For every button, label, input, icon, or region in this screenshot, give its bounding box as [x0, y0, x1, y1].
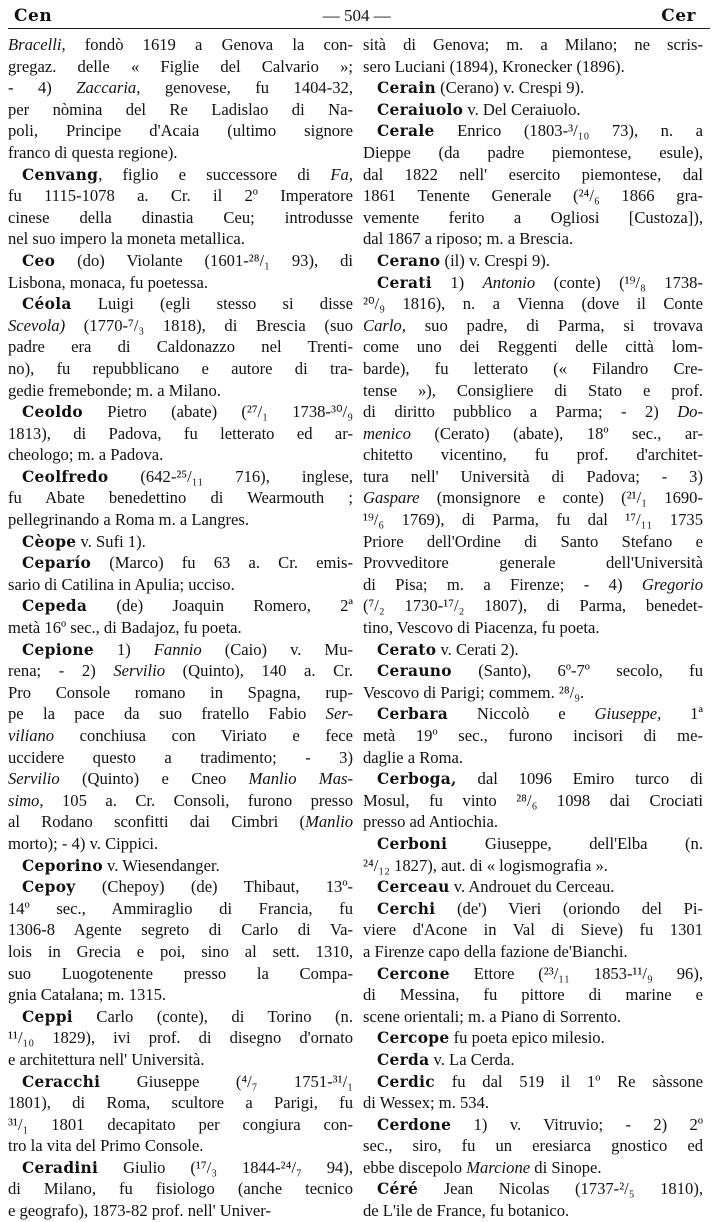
line-text: pe la pace da suo fratello Fabio [8, 704, 326, 724]
text-line [363, 358, 703, 380]
line-text: 1) v. Vitruvio; - 2) 2º [451, 1114, 703, 1134]
entry-headword: Cerato [377, 640, 437, 659]
line-text: conchiusa con Viriato e fece [54, 726, 353, 745]
text-line [363, 444, 703, 466]
line-text: sec., siro, fu un eresiarca gnostico ed [363, 1136, 703, 1156]
line-text: viere d'Acone in Val di Sieve) fu 1301 [363, 920, 703, 940]
text-line [363, 1092, 703, 1114]
italic-text: Servilio [113, 661, 165, 681]
line-text: al Rodano sconfitti dai Cimbri ( [8, 812, 306, 832]
line-text: Enrico (1803-³/₁₀ 73), n. a [434, 121, 703, 141]
line-text: (Quinto) e Cneo [59, 769, 249, 789]
line-text: uccidere questo a tradimento; - 3) [8, 747, 353, 767]
text-line [8, 487, 353, 509]
entry-first-line [363, 768, 703, 790]
text-line [363, 380, 703, 402]
text-line [8, 509, 353, 531]
text-line [363, 164, 703, 186]
entry-headword: Cerdone [377, 1115, 452, 1134]
line-text: (642-²⁵/₁₁ 716), inglese, [108, 466, 353, 486]
line-text: di Pisa; m. a Firenze; - 4) [363, 574, 642, 594]
text-line [363, 185, 703, 207]
entry-first-line [363, 898, 703, 920]
text-line [8, 617, 353, 639]
line-text: barde), fu letterato (« Filandro Cre- [363, 358, 703, 378]
line-text: fu 1115-1078 a. Cr. il 2º Imperatore [8, 186, 353, 206]
entry-first-line [8, 1157, 353, 1179]
text-line [363, 56, 703, 78]
line-text: (Caio) v. Mu- [201, 639, 353, 659]
text-line [363, 207, 703, 229]
line-text: pellegrinando a Roma m. a Langres. [8, 510, 249, 530]
line-text: Luigi (egli stesso si disse [71, 294, 353, 314]
line-text: (do) Violante (1601-²⁸/₁ 93), di [55, 250, 353, 270]
line-text: ²⁰/₉ 1816), n. a Vienna (dove il Conte [363, 294, 703, 314]
text-line [363, 293, 703, 315]
page-header [8, 6, 710, 29]
line-text: di Wessex; m. 534. [363, 1093, 490, 1113]
line-text: 1ª [661, 704, 703, 724]
text-line [8, 1027, 353, 1049]
text-line [8, 941, 353, 963]
text-line [363, 747, 703, 769]
line-text: vemente ferito a Ogliosi [Custoza]), [363, 207, 703, 227]
entry-headword: Ceolfredo [22, 467, 109, 486]
entry-first-line [8, 466, 353, 488]
line-text: 1306-8 Agente segreto di Carlo di Va- [8, 920, 353, 940]
line-text: (1770-⁷/₃ 1818), di Brescia (suo [65, 315, 353, 335]
text-line [363, 617, 703, 639]
text-line [8, 1049, 353, 1071]
line-text: Dieppe (da padre piemontese, esule), [363, 142, 703, 162]
text-line [8, 790, 353, 812]
entry-first-line [363, 1071, 703, 1093]
italic-text: Carlo, [363, 315, 406, 335]
text-line [363, 336, 703, 358]
entry-headword: Cercone [377, 964, 450, 983]
line-text: daglie a Roma. [363, 747, 463, 767]
line-text: v. Del Ceraiuolo. [463, 99, 581, 119]
text-line [8, 1135, 353, 1157]
entry-headword: Ceporino [22, 856, 103, 875]
entry-headword: Cerati [377, 273, 432, 292]
italic-text: Marcione [466, 1157, 531, 1177]
line-text: 14º sec., Ammiraglio di Francia, fu [8, 898, 353, 918]
entry-first-line [363, 99, 703, 121]
line-text: a Firenze capo della fazione de'Bianchi. [363, 941, 628, 961]
text-line [8, 660, 353, 682]
entry-first-line [363, 660, 703, 682]
line-text: come uno dei Reggenti delle città lom- [363, 337, 703, 357]
line-text: tino, Vescovo di Piacenza, fu poeta. [363, 618, 600, 638]
text-line [8, 380, 353, 402]
entry-headword: Cerchi [377, 899, 436, 918]
line-text: padre era di Caldonazzo nel Trenti- [8, 337, 353, 357]
text-line [8, 984, 353, 1006]
line-text: Provveditore generale dell'Università [363, 553, 703, 573]
right-column [363, 34, 703, 1222]
line-text: per nòmina del Re Ladislao di Na- [8, 99, 353, 119]
text-line [8, 358, 353, 380]
entry-headword: Ceoldo [22, 403, 83, 422]
entry-first-line [8, 876, 353, 898]
text-line [363, 228, 703, 250]
text-line [8, 1114, 353, 1136]
entry-headword: Cepoy [22, 878, 76, 897]
text-line [8, 207, 353, 229]
text-line [8, 315, 353, 337]
entry-first-line [8, 552, 353, 574]
line-text: - 4) [8, 78, 77, 98]
line-text: di Messina, fu pittore di marine e [363, 985, 703, 1005]
entry-headword: Cèope [22, 532, 77, 551]
italic-text: Manlio Mas- [248, 769, 353, 789]
line-text: (⁷/₂ 1730-¹⁷/₂ 1807), di Parma, benedet- [363, 596, 703, 616]
line-text: Priore dell'Ordine di Santo Stefano e [363, 531, 703, 551]
entry-first-line [363, 272, 703, 294]
text-line [363, 466, 703, 488]
entry-first-line [8, 401, 353, 423]
line-text: tura nell' Università di Padova; - 3) [363, 466, 703, 486]
entry-headword: Cerceau [377, 878, 450, 897]
line-text: sario di Catilina in Apulia; ucciso. [8, 574, 235, 594]
line-text: v. Cerati 2). [436, 639, 519, 659]
left-column [8, 34, 353, 1222]
text-line [8, 185, 353, 207]
entry-first-line [8, 250, 353, 272]
line-text: fu Abate benedettino di Wearmouth ; [8, 488, 353, 508]
text-line [8, 120, 353, 142]
line-text: (Marco) fu 63 a. Cr. emis- [91, 553, 353, 573]
line-text: genovese, fu 1404-32, [140, 78, 353, 98]
line-text: (Quinto), 140 a. Cr. [165, 661, 353, 681]
entry-first-line [363, 876, 703, 898]
line-text: (monsignore e conte) (²¹/₁ 1690- [419, 488, 703, 508]
line-text: metà 16º sec., di Badajoz, fu poeta. [8, 618, 242, 638]
italic-text: Bracelli, [8, 35, 66, 54]
entry-headword: Cenvang [22, 165, 99, 184]
line-text: di Milano, fu fisiologo (anche tecnico [8, 1179, 353, 1199]
entry-first-line [363, 963, 703, 985]
entry-first-line [363, 120, 703, 142]
text-line [363, 509, 703, 531]
text-line [363, 790, 703, 812]
text-line [363, 855, 703, 877]
line-text: 1801), di Roma, scultore a Parigi, fu [8, 1093, 353, 1113]
text-line [8, 963, 353, 985]
italic-text: Gaspare [363, 488, 420, 508]
line-text: no), fu repubblicano e autore di tra- [8, 358, 353, 378]
text-line [8, 99, 353, 121]
text-line [8, 833, 353, 855]
line-text: scene orientali; m. a Piano di Sorrento. [363, 1006, 622, 1026]
text-line [8, 77, 353, 99]
line-text: 1) [431, 272, 483, 292]
entry-headword: Ceraunо [377, 662, 452, 681]
line-text: Giulio (¹⁷/₃ 1844-²⁴/₇ 94), [98, 1157, 353, 1177]
text-line [363, 941, 703, 963]
text-line [8, 811, 353, 833]
text-line [363, 423, 703, 445]
entry-first-line [8, 855, 353, 877]
line-text: Niccolò e [448, 704, 595, 724]
italic-text: viliano [8, 726, 55, 745]
line-text: 105 a. Cr. Consoli, furono presso [43, 790, 353, 810]
line-text: (conte) (¹⁹/₈ 1738- [535, 272, 703, 292]
line-text: suo padre, di Parma, si trovava [405, 315, 703, 335]
line-text: Lisbona, monaca, fu poetessa. [8, 272, 208, 292]
entry-headword: Ceradini [22, 1158, 99, 1177]
line-text: di diritto pubblico a Parma; - 2) [363, 402, 678, 422]
entry-first-line [363, 833, 703, 855]
line-text: (Cerano) v. Crespi 9). [435, 78, 585, 98]
text-line [8, 898, 353, 920]
line-text: poli, Principe d'Acaia (ultimo signore [8, 121, 353, 141]
line-text: fu poeta epico milesio. [449, 1028, 605, 1048]
text-line [8, 725, 353, 747]
entry-headword: Ceppi [22, 1007, 73, 1026]
entry-first-line [363, 1114, 703, 1136]
entry-first-line [363, 703, 703, 725]
entry-first-line [8, 1071, 353, 1093]
line-text: gnia Catalana; m. 1315. [8, 985, 167, 1005]
italic-text: Giuseppe, [594, 704, 662, 724]
entry-headword: Cepeda [22, 597, 88, 616]
entry-first-line [8, 595, 353, 617]
text-line [363, 552, 703, 574]
text-line [8, 574, 353, 596]
header-right-guideword: Cer [661, 6, 696, 26]
italic-text: simo, [8, 790, 44, 810]
line-text: Pro Console romano in Spagna, rup- [8, 682, 353, 702]
line-text: Pietro (abate) (²⁷/₁ 1738-³⁰/₉ [82, 402, 353, 422]
line-text: e geografo), 1873-82 prof. nell' Univer- [8, 1201, 271, 1221]
italic-text: Fannio [153, 639, 202, 659]
line-text: v. Androuet du Cerceau. [449, 877, 615, 897]
line-text: 1813), di Padova, fu letterato ed ar- [8, 423, 353, 443]
line-text: (Chepoy) (de) Thibaut, 13º- [75, 877, 353, 897]
italic-text: Gregorio [641, 574, 703, 594]
text-line [8, 1200, 353, 1222]
line-text: 1861 Tenente Generale (²⁴/₆ 1866 gra- [363, 186, 703, 206]
text-line [8, 682, 353, 704]
line-text: ebbe discepolo [363, 1157, 467, 1177]
entry-headword: Cerboni [377, 834, 448, 853]
text-line [363, 919, 703, 941]
line-text: 1) [94, 639, 154, 659]
italic-text: Scevola) [8, 315, 66, 335]
line-text: gedie fremebonde; m. a Milano. [8, 380, 221, 400]
text-line [8, 34, 353, 56]
line-text: rena; - 2) [8, 661, 114, 681]
entry-first-line [363, 77, 703, 99]
line-text: de L'ile de France, fu botanico. [363, 1201, 570, 1221]
line-text: Vescovo di Parigi; commem. ²⁸/₉. [363, 682, 585, 702]
line-text: v. La Cerda. [429, 1049, 515, 1069]
text-line [8, 703, 353, 725]
line-text: (Santo), 6º-7º secolo, fu [451, 661, 703, 681]
text-line [8, 1178, 353, 1200]
entry-headword: Cerdic [377, 1072, 435, 1091]
entry-headword: Cerano [377, 251, 441, 270]
entry-first-line [8, 293, 353, 315]
line-text: v. Sufi 1). [76, 531, 146, 551]
line-text: fu dal 519 il 1º Re sàssone [434, 1071, 703, 1091]
line-text: sero Luciani (1894), Kronecker (1896). [363, 56, 625, 76]
line-text: cheologo; m. a Padova. [8, 445, 164, 465]
entry-first-line [8, 639, 353, 661]
entry-headword: Ceracchi [22, 1072, 101, 1091]
text-line [363, 531, 703, 553]
text-line [363, 1157, 703, 1179]
line-text: e architettura nell' Università. [8, 1049, 205, 1069]
line-text: Jean Nicolas (1737-²/₅ 1810), [418, 1179, 703, 1199]
text-line [8, 1092, 353, 1114]
line-text: dal 1867 a riposo; m. a Brescia. [363, 229, 574, 249]
line-text: franco di questa regione). [8, 142, 178, 162]
text-line [8, 336, 353, 358]
entry-first-line [363, 1027, 703, 1049]
line-text: morto); - 4) v. Cippici. [8, 833, 159, 853]
entry-first-line [363, 1049, 703, 1071]
line-text: gregaz. delle « Figlie del Calvario »; [8, 56, 353, 76]
line-text: di Sinope. [530, 1157, 602, 1177]
line-text: lois in Grecia e poi, sino al sett. 1310, [8, 941, 353, 961]
line-text: chitetto vicentino, fu prof. d'architet- [363, 445, 703, 465]
line-text: dal 1096 Emiro turco di [456, 769, 703, 789]
line-text: v. Wiesendanger. [102, 855, 220, 875]
line-text: ¹⁹/₆ 1769), di Parma, fu dal ¹⁷/₁₁ 1735 [363, 510, 703, 530]
line-text: sità di Genova; m. a Milano; ne scris- [363, 35, 703, 54]
line-text: Mosul, fu vinto ²⁸/₆ 1098 dai Crociati [363, 790, 703, 810]
entry-first-line [8, 531, 353, 553]
italic-text: Do- [677, 402, 703, 422]
entry-headword: Cercope [377, 1029, 450, 1048]
text-line [8, 142, 353, 164]
text-line [8, 444, 353, 466]
text-line [363, 1200, 703, 1222]
entry-headword: Céola [22, 295, 72, 314]
line-text: nel suo impero la moneta metallica. [8, 229, 245, 249]
line-text: (Cerato) (abate), 18º sec., ar- [410, 423, 703, 443]
italic-text: Ser- [325, 704, 353, 724]
text-line [8, 228, 353, 250]
line-text: dal 1822 nell' esercito piemontese, dal [363, 164, 703, 184]
text-line [8, 56, 353, 78]
text-line [8, 747, 353, 769]
entry-first-line [363, 250, 703, 272]
text-line [8, 423, 353, 445]
line-text: metà 19º sec., furono incisori di me- [363, 726, 703, 745]
italic-text: Manlio [305, 812, 353, 832]
header-left-guideword: Cen [14, 6, 53, 26]
text-line [363, 595, 703, 617]
text-line [363, 725, 703, 747]
line-text: Ettore (²³/₁₁ 1853-¹¹/₉ 96), [449, 963, 703, 983]
line-text: (il) v. Crespi 9). [440, 250, 550, 270]
text-line [363, 34, 703, 56]
text-line [363, 142, 703, 164]
entry-headword: Cerda [377, 1050, 430, 1069]
italic-text: Fa, [330, 164, 353, 184]
entry-headword: Ceparío [22, 554, 92, 573]
entry-headword: Cerain [377, 79, 436, 98]
line-text: ²⁴/₁₂ 1827), aut. di « logismografia ». [363, 855, 608, 875]
text-line [363, 682, 703, 704]
text-line [363, 811, 703, 833]
line-text: tense »), Consigliere di Stato e prof. [363, 380, 703, 400]
line-text: fondò 1619 a Genova la con- [65, 35, 353, 54]
line-text: cinese della dinastia Ceu; introdusse [8, 207, 353, 227]
line-text: suo Luogotenente presso la Compa- [8, 963, 353, 983]
line-text: (de) Joaquin Romero, 2ª [87, 596, 353, 616]
italic-text: menico [363, 423, 411, 443]
text-line [363, 401, 703, 423]
text-line [8, 272, 353, 294]
line-text: presso ad Antiochia. [363, 812, 499, 832]
entry-headword: Cerbara [377, 705, 449, 724]
text-line [363, 1135, 703, 1157]
text-line [363, 574, 703, 596]
line-text: Giuseppe, dell'Elba (n. [447, 833, 703, 853]
line-text: Carlo (conte), di Torino (n. [72, 1006, 353, 1026]
entry-headword: Ceraiuolo [377, 100, 464, 119]
entry-first-line [363, 1178, 703, 1200]
entry-first-line [8, 164, 353, 186]
text-line [363, 984, 703, 1006]
italic-text: Antonio [482, 272, 536, 292]
entry-headword: Cerale [377, 122, 435, 141]
entry-headword: Cerboga, [377, 770, 457, 789]
entry-headword: Céré [377, 1180, 419, 1199]
entry-first-line [363, 639, 703, 661]
text-line [363, 1006, 703, 1028]
line-text: (de') Vieri (oriondo del Pi- [435, 898, 703, 918]
entry-headword: Cepione [22, 640, 94, 659]
page-number: — 504 — [322, 6, 391, 25]
entry-first-line [8, 1006, 353, 1028]
text-line [8, 919, 353, 941]
line-text: ³¹/₁ 1801 decapitato per congiura con- [8, 1114, 353, 1134]
text-line [363, 315, 703, 337]
line-text: Giuseppe (⁴/₇ 1751-³¹/₁ [100, 1071, 353, 1091]
text-line [8, 768, 353, 790]
italic-text: Zaccaria, [76, 78, 141, 98]
line-text: tro la vita del Primo Console. [8, 1136, 204, 1156]
entry-headword: Ceo [22, 251, 56, 270]
line-text: ¹¹/₁₀ 1829), ivi prof. di disegno d'ornato [8, 1028, 353, 1048]
text-line [363, 487, 703, 509]
line-text: , figlio e successore di [98, 164, 331, 184]
text-columns [8, 34, 710, 1222]
italic-text: Servilio [8, 769, 60, 789]
